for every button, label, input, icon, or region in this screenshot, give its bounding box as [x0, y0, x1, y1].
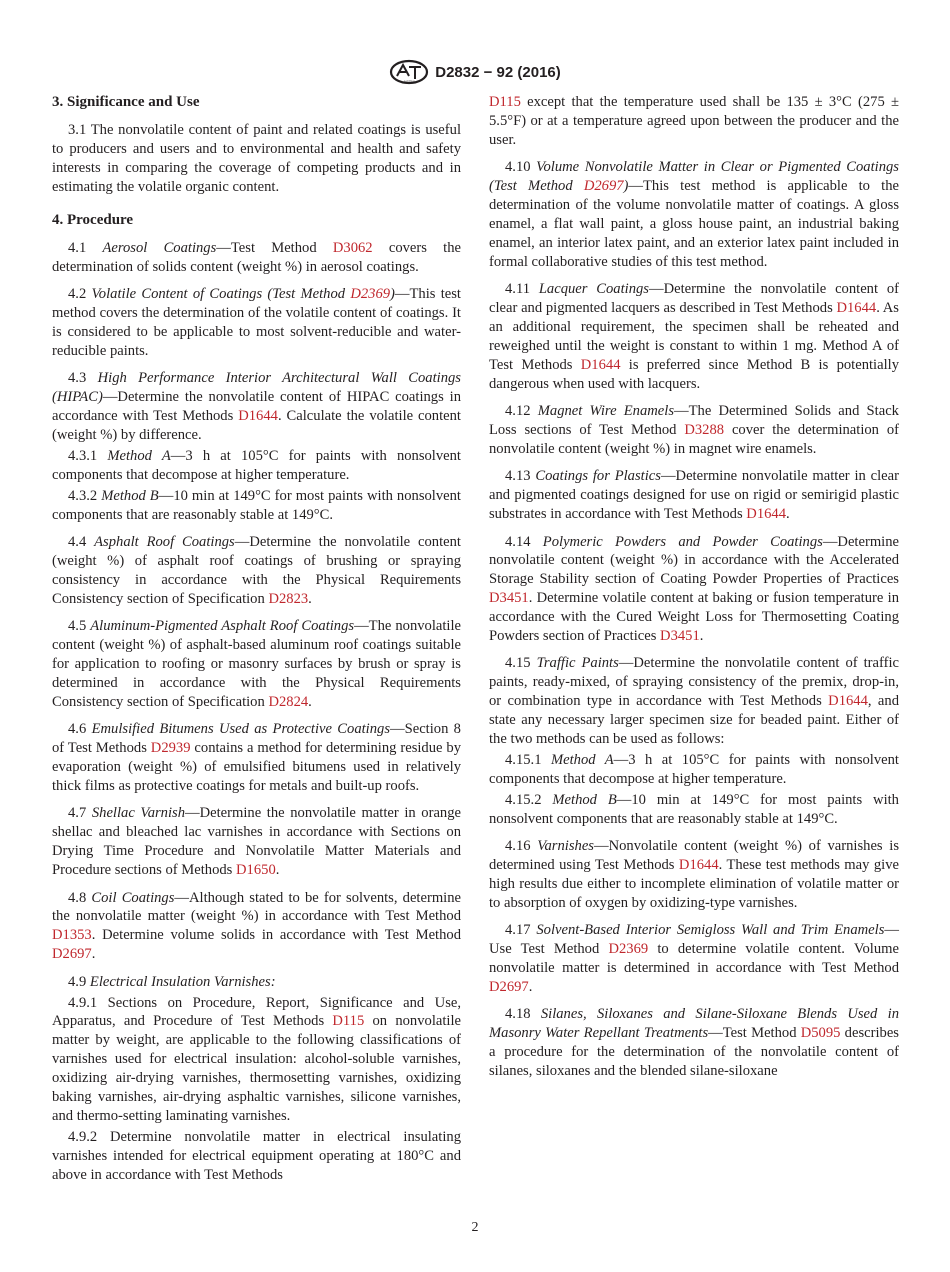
reference-link[interactable]: D2697 — [489, 978, 529, 995]
paragraph-4-12: 4.12 Magnet Wire Enamels—The Determined Solids and Stack Loss sections of Test Method D3288 cover the determination of nonvolatile content (weight %) in magnet wire enamels. — [489, 403, 899, 457]
reference-link[interactable]: D1650 — [236, 862, 276, 879]
reference-link[interactable]: D3451 — [660, 628, 700, 645]
paragraph-4-15: 4.15 Traffic Paints—Determine the nonvolatile content of traffic paints, ready-mixed, of spraying consistency of the premix, drop-in, or combination type in accordance with Test Methods D1644, and state any necessary larger specimen size for beaded paint. Either of the two methods can be used as follows: — [489, 655, 899, 748]
reference-link[interactable]: D3062 — [332, 239, 373, 256]
paragraph-4-9: 4.9 Electrical Insulation Varnishes: — [68, 973, 276, 990]
page-number: 2 — [471, 1220, 479, 1235]
paragraph-4-8: 4.8 Coil Coatings—Although stated to be for solvents, determine the nonvolatile matter (weight %) in accordance with Test Method D1353. Determine volume solids in accordance with Test Method D2697. — [52, 889, 462, 963]
paragraph-4-7: 4.7 Shellac Varnish—Determine the nonvolatile matter in orange shellac and bleached lac varnishes in accordance with Sections on Drying Time Procedure and Nonvolatile Matter Materials and Procedure sections of Methods D1650. — [52, 805, 462, 879]
right-column — [489, 93, 899, 1090]
section-3-heading: 3. Significance and Use — [52, 94, 200, 110]
paragraph-4-10: 4.10 Volume Nonvolatile Matter in Clear or Pigmented Coatings (Test Method D2697)—This test method is applicable to the determination of the volume nonvolatile matter of coatings. A gloss enamel, a flat wall paint, a gloss house paint, an industrial baking enamel, an interior latex paint, and an exterior latex paint included in formal collaborative studies of this test method. — [489, 159, 899, 270]
reference-link[interactable]: D1353 — [52, 927, 92, 944]
reference-link[interactable]: D1644 — [836, 300, 877, 317]
reference-link[interactable]: D1644 — [238, 408, 278, 425]
paragraph-4-13: 4.13 Coatings for Plastics—Determine nonvolatile matter in clear and pigmented coatings designed for use on rigid or semirigid plastic substrates in accordance with Test Methods D1644. — [489, 468, 899, 523]
page-header — [0, 57, 950, 87]
reference-link[interactable]: D2369 — [350, 286, 391, 303]
paragraph-4-3: 4.3 High Performance Interior Architectural Wall Coatings (HIPAC)—Determine the nonvolatile content of HIPAC coatings in accordance with Test Methods D1644. Calculate the volatile content (weight %) by difference. — [52, 370, 461, 444]
astm-logo-text: ASTM — [403, 79, 415, 84]
paragraph-4-11: 4.11 Lacquer Coatings—Determine the nonvolatile content of clear and pigmented lacquers as described in Test Methods D1644. As an additional requirement, the specimen shall be reheated and reweighed until the weight is constant to within 1 mg. Method A of Test Methods D1644 is preferred since Method B is potentially dangerous when used with lacquers. — [489, 281, 900, 392]
paragraph-4-16: 4.16 Varnishes—Nonvolatile content (weight %) of varnishes is determined using Test Methods D1644. These test methods may give high results due either to incomplete elimination of volatile matter or to absorption of oxygen by oxidizing-type varnishes. — [489, 838, 899, 911]
reference-link[interactable]: D5095 — [800, 1025, 841, 1042]
reference-link[interactable]: D3451 — [489, 590, 529, 607]
paragraph-4-9-2-continued: D115 except that the temperature used shall be 135 ± 3°C (275 ± 5.5°F) or at a temperature agreed upon between the producer and the user. — [489, 94, 899, 148]
astm-logo-icon — [389, 59, 429, 85]
reference-link[interactable]: D115 — [489, 94, 521, 110]
reference-link[interactable]: D1644 — [580, 356, 621, 373]
reference-link[interactable]: D2697 — [583, 178, 624, 195]
paragraph-4-15-1: 4.15.1 Method A—3 h at 105°C for paints with nonsolvent components that decompose at higher temperature. — [489, 752, 899, 787]
document-id: D2832 − 92 (2016) — [435, 63, 561, 81]
reference-link[interactable]: D2823 — [268, 590, 309, 607]
paragraph-4-9-1: 4.9.1 Sections on Procedure, Report, Significance and Use, Apparatus, and Procedure of Test Methods D115 on nonvolatile matter by weight, are applicable to the following classifications of varnishes used for electrical insulation: alcohol-soluble varnishes, oxidizing air-drying varnishes, thermosetting varnishes, oxidizing baking varnishes, air-drying asphaltic varnishes, silicone varnishes, and thermo-setting laminating varnishes. — [52, 994, 461, 1124]
reference-link[interactable]: D2697 — [52, 946, 92, 963]
paragraph-4-1: 4.1 Aerosol Coatings—Test Method D3062 covers the determination of solids content (weight %) in aerosol coatings. — [52, 239, 461, 275]
paragraph-4-3-2: 4.3.2 Method B—10 min at 149°C for most paints with nonsolvent components that are reasonably stable at 149°C. — [52, 487, 461, 523]
paragraph-4-15-2: 4.15.2 Method B—10 min at 149°C for most paints with nonsolvent components that are reasonably stable at 149°C. — [489, 791, 899, 827]
left-column — [52, 93, 461, 1193]
reference-link[interactable]: D115 — [332, 1013, 365, 1030]
paragraph-4-18: 4.18 Silanes, Siloxanes and Silane-Siloxane Blends Used in Masonry Water Repellant Treatments—Test Method D5095 describes a procedure for the determination of the nonvolatile content of silanes, siloxanes and the blended silane-siloxane — [489, 1006, 899, 1080]
paragraph-4-3-1: 4.3.1 Method A—3 h at 105°C for paints with nonsolvent components that decompose at higher temperature. — [52, 448, 461, 483]
paragraph-3-1: 3.1 The nonvolatile content of paint and related coatings is useful to producers and users and to environmental and health and safety interests in comparing the coverage of competing products and in estimating the volatile organic content. — [52, 121, 461, 195]
reference-link[interactable]: D1644 — [678, 857, 719, 874]
paragraph-4-6: 4.6 Emulsified Bitumens Used as Protective Coatings—Section 8 of Test Methods D2939 contains a method for determining residue by evaporation (weight %) of emulsified bitumens used in relatively thick films as protective coatings for metals and built-up roofs. — [52, 721, 461, 794]
paragraph-4-9-2: 4.9.2 Determine nonvolatile matter in electrical insulating varnishes intended for electrical equipment operating at 180°C and above in accordance with Test Methods — [52, 1128, 461, 1183]
section-4-heading: 4. Procedure — [52, 212, 134, 229]
reference-link[interactable]: D2824 — [268, 693, 309, 710]
paragraph-4-2: 4.2 Volatile Content of Coatings (Test Method D2369)—This test method covers the determination of the volatile content of coatings. It is considered to be applicable to most solvent-reducible and water-reducible paints. — [52, 286, 461, 359]
reference-link[interactable]: D1644 — [828, 693, 868, 710]
reference-link[interactable]: D3288 — [684, 422, 725, 438]
paragraph-4-5: 4.5 Aluminum-Pigmented Asphalt Roof Coatings—The nonvolatile content (weight %) of asphalt-based aluminum roof coatings suitable for application to roofing or masonry surfaces by brush or spray is determined in accordance with the Physical Requirements Consistency section of Specification D2824. — [52, 618, 462, 710]
reference-link[interactable]: D1644 — [746, 506, 787, 523]
paragraph-4-17: 4.17 Solvent-Based Interior Semigloss Wall and Trim Enamels—Use Test Method D2369 to determine volatile content. Volume nonvolatile matter is determined in accordance with Test Method D2697. — [489, 922, 899, 995]
reference-link[interactable]: D2939 — [150, 740, 191, 757]
reference-link[interactable]: D2369 — [608, 941, 649, 958]
paragraph-4-14: 4.14 Polymeric Powders and Powder Coatings—Determine nonvolatile content (weight %) in accordance with the Accelerated Storage Stability section of Coating Powder Properties of Practices D3451. Determine volatile content at baking or fusion temperature in accordance with the Cured Weight Loss for Thermosetting Coating Powders section of Practices D3451. — [489, 533, 899, 645]
paragraph-4-4: 4.4 Asphalt Roof Coatings—Determine the nonvolatile content (weight %) of asphalt roof coatings of brushing or spraying consistency in accordance with the Physical Requirements Consistency section of Specification D2823. — [52, 534, 461, 607]
